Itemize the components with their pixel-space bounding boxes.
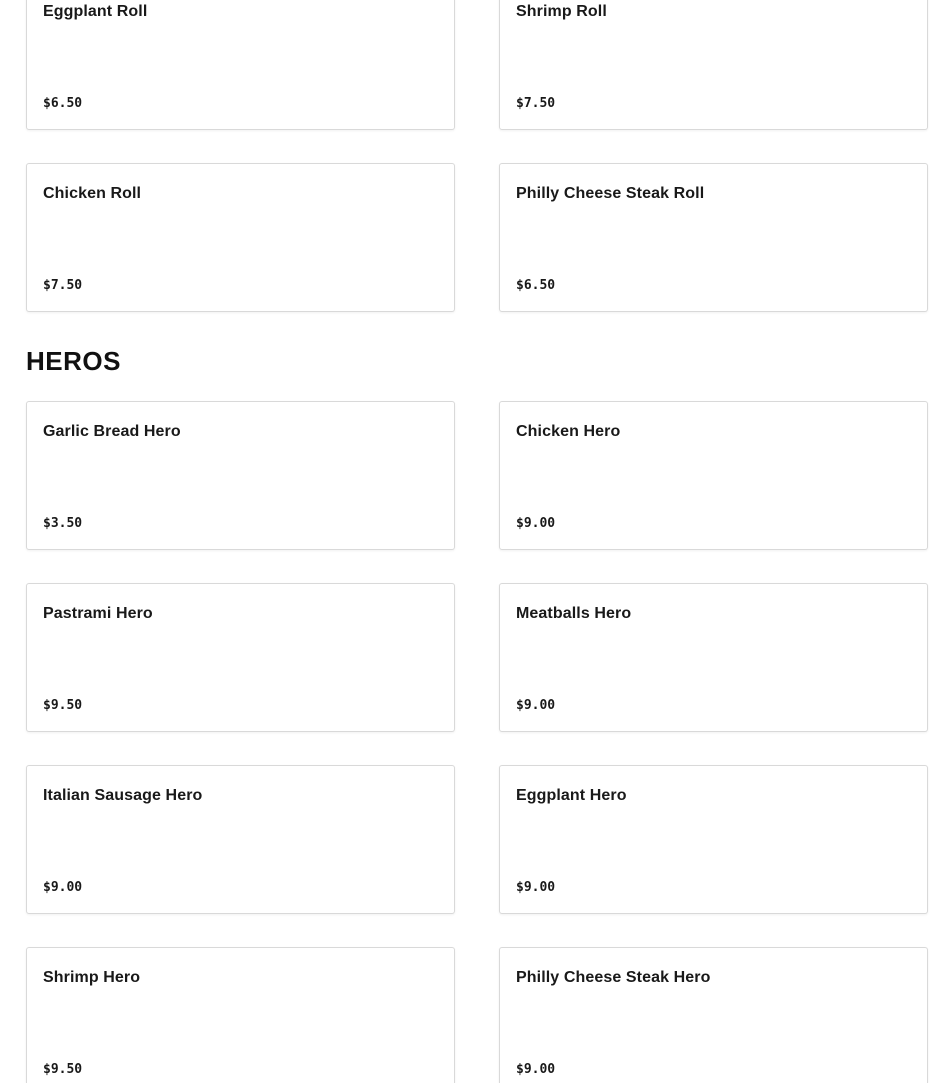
menu-item-card[interactable] (26, 0, 455, 130)
menu-item-price: $9.50 (43, 1062, 83, 1077)
menu-item-name: Meatballs Hero (516, 605, 632, 622)
menu-item-name: Chicken Hero (516, 423, 621, 440)
menu-item-card[interactable] (26, 401, 455, 550)
menu-item-name: Pastrami Hero (43, 605, 153, 622)
menu-item-price: $9.00 (516, 516, 556, 531)
menu-item-card[interactable] (499, 401, 928, 550)
menu-item-card[interactable] (26, 947, 455, 1083)
menu-item-price: $9.00 (516, 880, 556, 895)
menu-item-name: Italian Sausage Hero (43, 787, 203, 804)
menu-item-price: $7.50 (43, 278, 83, 293)
menu-item-price: $6.50 (43, 96, 83, 111)
menu-item-name: Eggplant Hero (516, 787, 627, 804)
menu-item-card[interactable] (499, 0, 928, 130)
menu-item-name: Eggplant Roll (43, 3, 148, 20)
menu-item-name: Chicken Roll (43, 185, 142, 202)
menu-item-price: $9.50 (43, 698, 83, 713)
menu-item-name: Philly Cheese Steak Hero (516, 969, 711, 986)
menu-item-name: Shrimp Roll (516, 3, 607, 20)
menu-item-card[interactable] (499, 583, 928, 732)
menu-item-price: $9.00 (516, 698, 556, 713)
menu-item-price: $9.00 (516, 1062, 556, 1077)
section-title-heros: HEROS (26, 346, 121, 376)
menu-item-price: $3.50 (43, 516, 83, 531)
menu-item-card[interactable] (26, 163, 455, 312)
menu-item-price: $9.00 (43, 880, 83, 895)
menu-item-price: $7.50 (516, 96, 556, 111)
menu-item-name: Philly Cheese Steak Roll (516, 185, 705, 202)
menu-item-card[interactable] (26, 765, 455, 914)
menu-item-name: Shrimp Hero (43, 969, 141, 986)
menu-item-card[interactable] (499, 163, 928, 312)
menu-item-card[interactable] (499, 765, 928, 914)
menu-item-card[interactable] (499, 947, 928, 1083)
menu-item-name: Garlic Bread Hero (43, 423, 181, 440)
menu-item-card[interactable] (26, 583, 455, 732)
menu-item-price: $6.50 (516, 278, 556, 293)
